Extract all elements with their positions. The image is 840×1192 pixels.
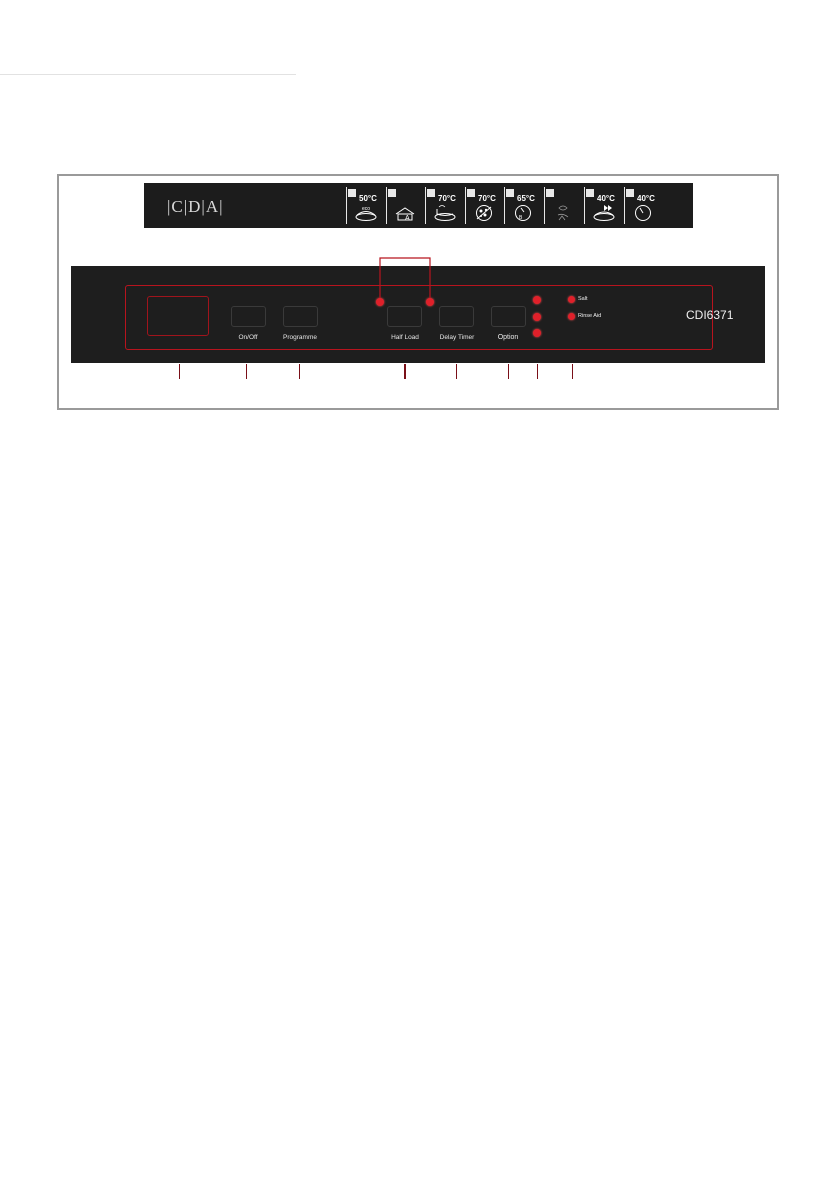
option-label: Option: [497, 334, 519, 341]
programme-temp: 50°C: [359, 194, 377, 203]
callout-line-display: [179, 364, 180, 379]
callout-line-half-load: [404, 364, 406, 379]
option-led-3: [533, 329, 541, 337]
programme-intensive[interactable]: [425, 187, 464, 224]
svg-text:B: B: [519, 215, 523, 221]
svg-text:eco: eco: [362, 206, 371, 212]
programme-quick[interactable]: [504, 187, 543, 224]
hygiene-icon: [472, 204, 498, 222]
auto-icon: [393, 204, 419, 222]
programme-temp: 70°C: [438, 194, 456, 203]
salt-led: [568, 296, 575, 303]
programme-label: Programme: [283, 334, 317, 341]
callout-line-programme: [299, 364, 300, 379]
programme-hygiene[interactable]: [465, 187, 504, 224]
programme-temp: 65°C: [517, 194, 535, 203]
timer-icon: [631, 204, 657, 222]
programme-indicator: [586, 189, 594, 197]
programme-indicator: [467, 189, 475, 197]
option-led-2: [533, 313, 541, 321]
half-load-bracket: [375, 253, 435, 303]
programme-indicator: [348, 189, 356, 197]
option-led-1: [533, 296, 541, 304]
header-rule: [0, 74, 296, 75]
callout-line-warning-leds: [572, 364, 573, 379]
half-load-button[interactable]: [387, 306, 422, 327]
callout-line-on-off: [246, 364, 247, 379]
intensive-pot-icon: [432, 204, 458, 222]
option-button[interactable]: [491, 306, 526, 327]
svg-text:A: A: [405, 215, 410, 222]
programme-glass[interactable]: [544, 187, 583, 224]
rinse-aid-led: [568, 313, 575, 320]
delay-timer-button[interactable]: [439, 306, 474, 327]
programme-timer[interactable]: [624, 187, 663, 224]
programme-indicator: [546, 189, 554, 197]
programme-temp: 70°C: [478, 194, 496, 203]
callout-line-option: [508, 364, 509, 379]
on-off-button[interactable]: [231, 306, 266, 327]
on-off-label: On/Off: [238, 334, 258, 341]
half-load-label: Half Load: [391, 334, 419, 341]
delay-timer-label: Delay Timer: [439, 334, 475, 341]
callout-line-delay-timer: [456, 364, 457, 379]
brand-logo: |C|D|A|: [167, 197, 224, 216]
rinse-aid-label: Rinse Aid: [578, 313, 602, 319]
model-number: CDI6371: [686, 308, 734, 322]
digital-display: [147, 296, 209, 336]
programme-strip: [144, 183, 693, 228]
programme-indicator: [388, 189, 396, 197]
programme-temp: 40°C: [597, 194, 615, 203]
programme-indicator: [506, 189, 514, 197]
programme-rapid[interactable]: [584, 187, 623, 224]
programme-indicator: [427, 189, 435, 197]
programme-eco[interactable]: [346, 187, 385, 224]
salt-label: Salt: [578, 296, 588, 302]
rapid-icon: [591, 204, 617, 222]
callout-line-option-leds: [537, 364, 538, 379]
glass-icon: [551, 204, 577, 222]
quick-icon: [511, 204, 537, 222]
eco-icon: [353, 204, 379, 222]
programme-temp: 40°C: [637, 194, 655, 203]
programme-button[interactable]: [283, 306, 318, 327]
programme-auto[interactable]: [386, 187, 425, 224]
programme-indicator: [626, 189, 634, 197]
